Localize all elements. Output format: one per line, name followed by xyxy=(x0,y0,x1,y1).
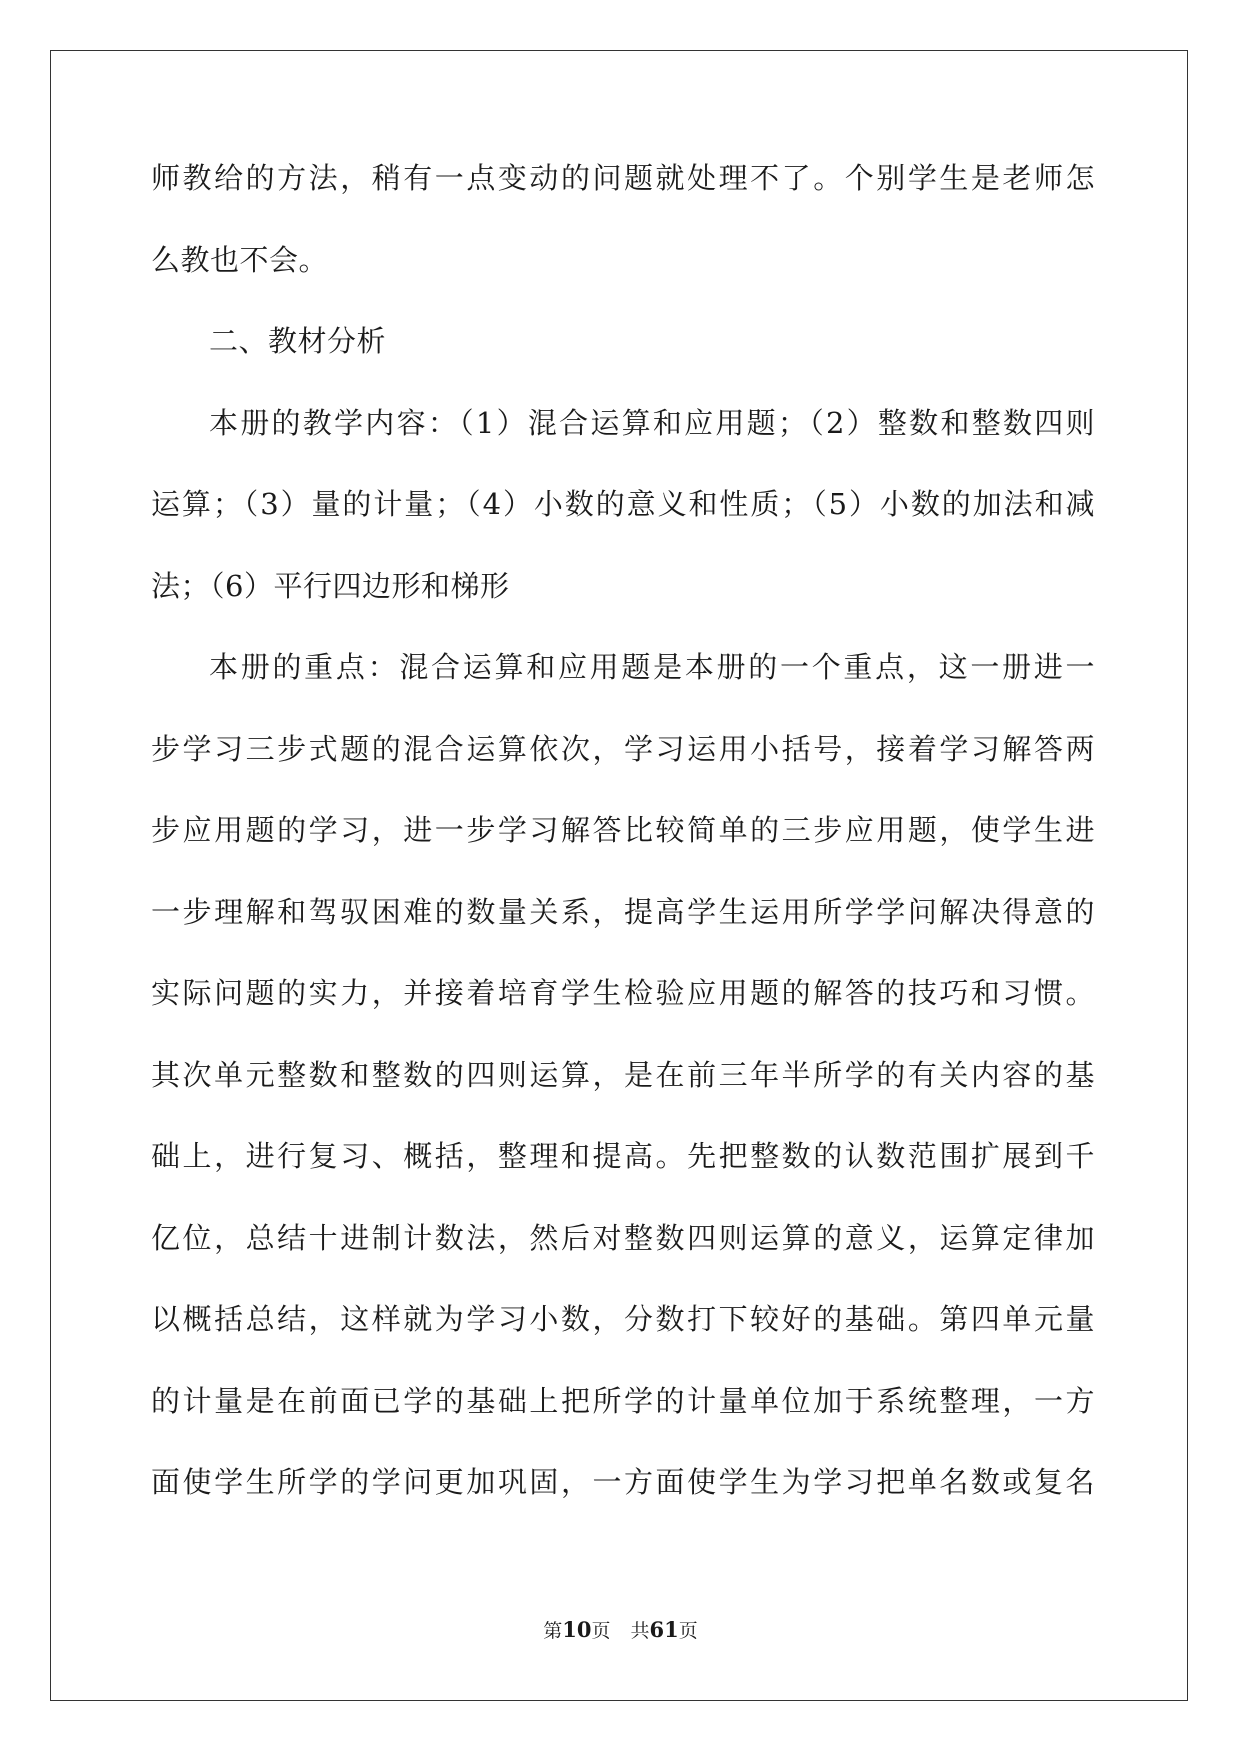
text-line: 步学习三步式题的混合运算依次，学习运用小括号，接着学习解答两 xyxy=(151,731,1095,766)
text-line: 以概括总结，这样就为学习小数，分数打下较好的基础。第四单元量 xyxy=(151,1302,1095,1336)
text-line: 础上，进行复习、概括，整理和提高。先把整数的认数范围扩展到千 xyxy=(151,1139,1095,1173)
text-line: 其次单元整数和整数的四则运算，是在前三年半所学的有关内容的基 xyxy=(151,1057,1095,1092)
page-number: 10 xyxy=(562,1617,592,1642)
text-line: 本册的重点：混合运算和应用题是本册的一个重点，这一册进一 xyxy=(209,650,1095,684)
text-line: 师教给的方法，稍有一点变动的问题就处理不了。个别学生是老师怎 xyxy=(151,161,1095,195)
page-prefix: 第 xyxy=(543,1620,563,1642)
text-line: 运算；（3）量的计量；（4）小数的意义和性质；（5）小数的加法和减 xyxy=(151,487,1095,521)
page-footer xyxy=(0,1616,1241,1643)
text-line: 本册的教学内容：（1）混合运算和应用题；（2）整数和整数四则 xyxy=(209,405,1095,440)
section-heading: 二、教材分析 xyxy=(209,324,387,358)
document-body xyxy=(151,158,1095,1544)
text-line: 么教也不会。 xyxy=(151,242,329,277)
total-pages: 61 xyxy=(649,1617,679,1642)
text-line: 步应用题的学习，进一步学习解答比较简单的三步应用题，使学生进 xyxy=(151,813,1095,847)
page-suffix: 页 xyxy=(591,1620,611,1642)
text-line: 实际问题的实力，并接着培育学生检验应用题的解答的技巧和习惯。 xyxy=(151,976,1095,1010)
total-suffix: 页 xyxy=(678,1620,698,1642)
text-line: 的计量是在前面已学的基础上把所学的计量单位加于系统整理，一方 xyxy=(151,1383,1095,1418)
text-line: 面使学生所学的学问更加巩固，一方面使学生为学习把单名数或复名 xyxy=(151,1465,1095,1499)
total-prefix: 共 xyxy=(630,1620,650,1642)
text-line: 亿位，总结十进制计数法，然后对整数四则运算的意义，运算定律加 xyxy=(151,1220,1095,1255)
text-line: 一步理解和驾驭困难的数量关系，提高学生运用所学学问解决得意的 xyxy=(151,894,1095,929)
text-line: 法；（6）平行四边形和梯形 xyxy=(151,568,510,603)
